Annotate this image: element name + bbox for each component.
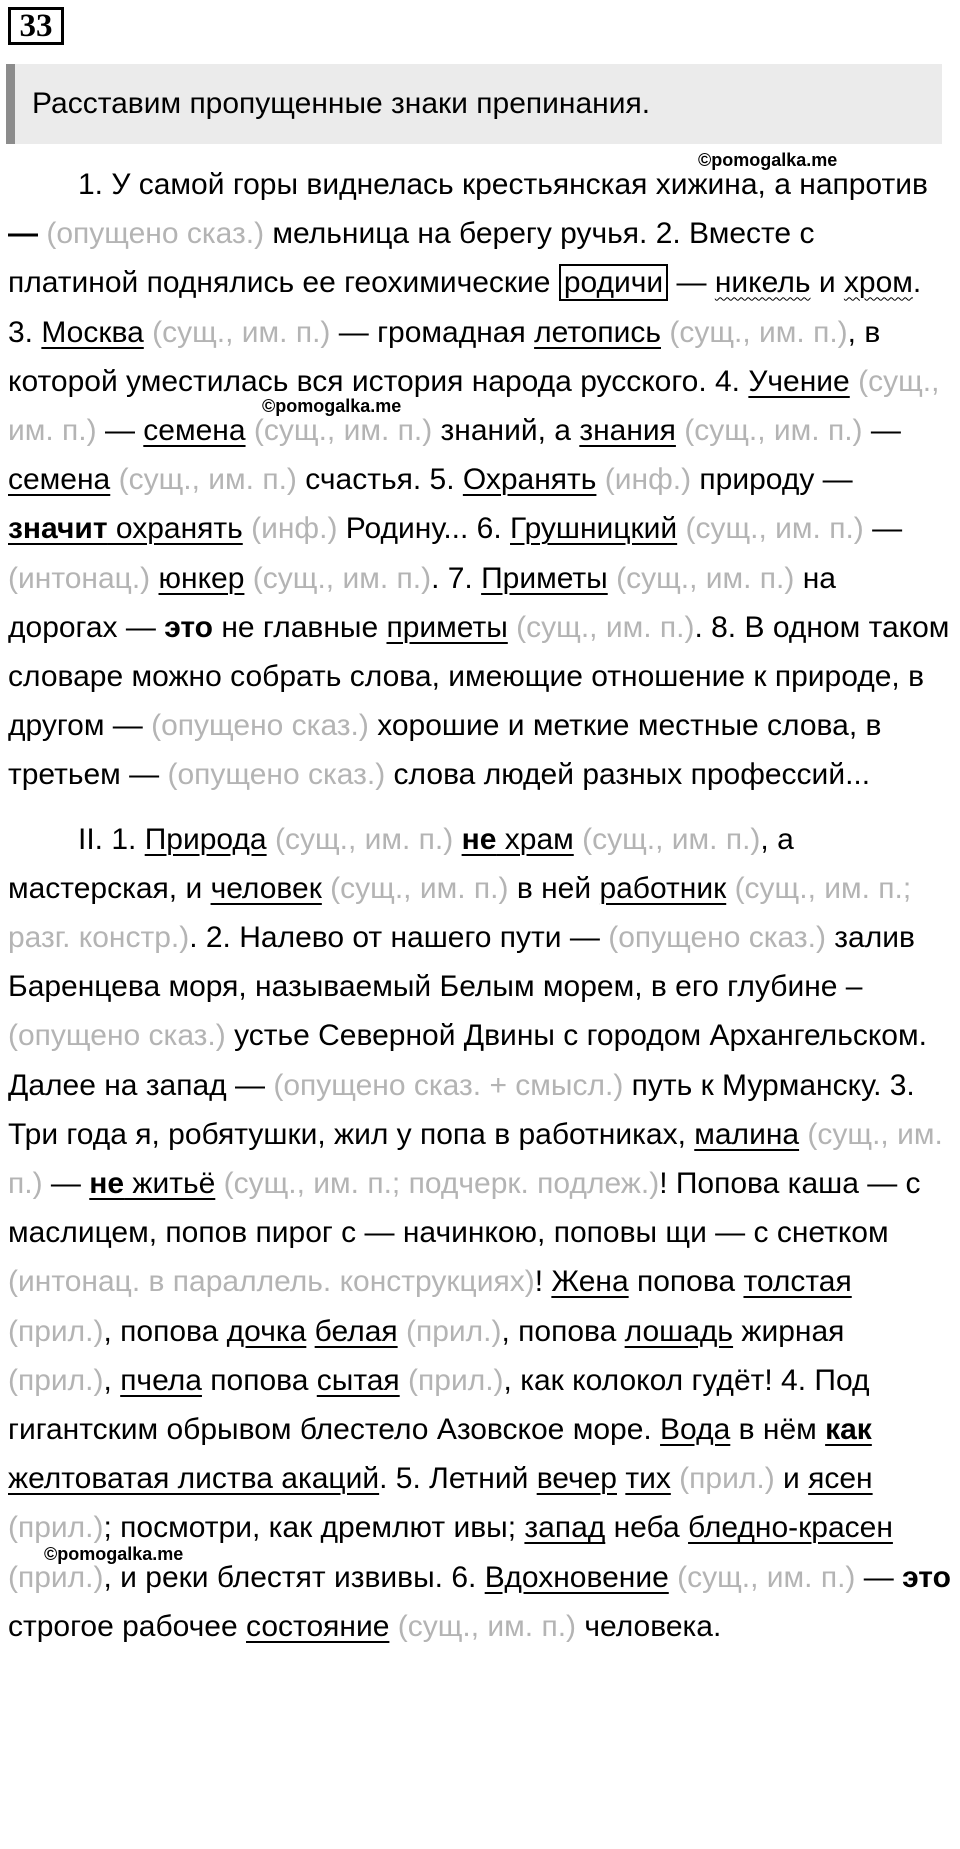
text-run (508, 611, 516, 644)
grammar-note: (сущ., им. п.; разг. констр.) (8, 871, 912, 955)
text-run: . 2. Налево от нашего пути — (189, 921, 609, 955)
grammar-note: (сущ., им. п.) (118, 463, 297, 497)
text-run: путь к Мурманску. 3. Три года я, робятушки, жил у попа в работниках, (8, 1068, 915, 1151)
grammar-note: (инф.) (251, 512, 338, 546)
text-run (850, 365, 858, 398)
grammar-note: (сущ., им. п.) (8, 1117, 943, 1201)
underlined-word: тих (625, 1462, 671, 1496)
text-run: залив Баренцева моря, называемый Белым морем, в его глубине – (8, 921, 915, 1004)
grammar-note: (сущ., им. п.) (685, 512, 864, 546)
paragraph-part-1 (8, 160, 953, 800)
text-run: человека. (576, 1609, 722, 1643)
text-run: строгое рабочее (8, 1609, 247, 1643)
text-run: , как колокол гудёт! 4. Под гигантским обрывом блестело Азовское море. (8, 1363, 870, 1447)
text-run (389, 1610, 397, 1643)
grammar-note: (инф.) (604, 463, 692, 497)
section-header: Расставим пропущенные знаки препинания. (6, 64, 942, 144)
grammar-note: (сущ., им. п.) (397, 1609, 577, 1643)
text-run (453, 823, 461, 856)
text-run: — громадная (330, 315, 535, 349)
text-run: и (774, 1462, 809, 1496)
underlined-word: вечер (536, 1462, 617, 1496)
text-run: II. 1. (78, 822, 145, 856)
text-run: — (668, 266, 715, 300)
grammar-note: (сущ., им. п.) (669, 315, 848, 349)
underlined-word: состояние (246, 1609, 390, 1643)
grammar-note: (прил.) (679, 1462, 775, 1496)
text-run: это (164, 610, 213, 644)
underlined-word: ясен (808, 1462, 873, 1496)
text-run (150, 562, 158, 595)
underlined-word: юнкер (158, 561, 245, 595)
underlined-word: не (461, 822, 497, 856)
watermark: ©pomogalka.me (44, 1544, 184, 1564)
underlined-word: Учение (748, 364, 850, 398)
underlined-word: Грушницкий (510, 512, 678, 546)
underlined-word: Вода (660, 1413, 731, 1447)
text-run: ! Попова каша — с маслицем, попов пирог с — начинкою, поповы щи — с снетком (8, 1167, 921, 1250)
grammar-note: (сущ., им. п.) (8, 364, 940, 448)
grammar-note: (прил.) (8, 1511, 104, 1545)
text-run (574, 823, 582, 856)
text-run: в ней (508, 871, 600, 905)
underlined-word: малина (694, 1117, 800, 1151)
underlined-word: охранять (107, 512, 243, 546)
underlined-word: храм (496, 822, 574, 856)
text-run: — (863, 512, 903, 546)
grammar-note: (сущ., им. п.) (274, 822, 454, 856)
text-run: . 8. В одном таком словаре можно собрать слова, имеющие отношение к природе, в другом — (8, 610, 950, 743)
underlined-word: пчела (120, 1363, 202, 1397)
grammar-note: (сущ., им. п.; подчерк. подлеж.) (223, 1167, 660, 1201)
text-run: попова (628, 1265, 744, 1299)
grammar-note: (прил.) (8, 1560, 104, 1594)
text-run: ! (534, 1265, 552, 1299)
underlined-word: дочка (226, 1314, 307, 1348)
text-run (306, 1315, 314, 1348)
text-run (676, 414, 684, 447)
text-run: — (96, 414, 144, 448)
text-run (669, 1561, 677, 1594)
text-run: слова людей разных профессий... (385, 758, 871, 792)
text-run (215, 1167, 223, 1200)
grammar-note: (сущ., им. п.) (253, 414, 433, 448)
grammar-note: (прил.) (8, 1314, 104, 1348)
grammar-note: (прил.) (8, 1363, 104, 1397)
text-run (608, 562, 616, 595)
underlined-word: сытая (316, 1363, 400, 1397)
text-run: знаний, а (432, 414, 580, 448)
text-run (243, 512, 251, 545)
text-run: на дорогах — (8, 561, 836, 644)
text-run (400, 1364, 408, 1397)
text-run: это (902, 1560, 951, 1594)
grammar-note: (сущ., им. п.) (152, 315, 331, 349)
exercise-text (8, 160, 953, 1651)
boxed-word: родичи (559, 264, 668, 301)
wavy-underlined-word: хром (843, 266, 913, 300)
underlined-word: Жена (551, 1265, 629, 1299)
underlined-word: знания (579, 414, 676, 448)
underlined-word: семена (8, 463, 111, 497)
text-run: устье Северной Двины с городом Архангельском. Далее на запад — (8, 1019, 927, 1102)
underlined-word: лошадь (624, 1314, 734, 1348)
watermark: ©pomogalka.me (698, 150, 838, 170)
underlined-word: Приметы (481, 561, 608, 595)
underlined-word: Вдохновение (484, 1560, 669, 1594)
underlined-word: бледно-красен (688, 1511, 893, 1545)
grammar-note: (опущено сказ.) (151, 709, 369, 743)
underlined-word: работник (599, 871, 727, 905)
text-run (267, 823, 275, 856)
text-run: и (810, 266, 844, 300)
underlined-word: Природа (144, 822, 267, 856)
text-run (110, 463, 118, 496)
grammar-note: (прил.) (405, 1314, 502, 1348)
text-run (726, 872, 734, 905)
text-run: — (855, 1560, 903, 1594)
text-run: счастья. 5. (296, 463, 463, 497)
underlined-word: не (89, 1167, 125, 1201)
text-run: , и реки блестят извивы. 6. (103, 1560, 485, 1594)
underlined-word: семена (143, 414, 246, 448)
underlined-word: Москва (41, 315, 144, 349)
text-run (246, 414, 254, 447)
text-run (144, 316, 152, 349)
underlined-word: Охранять (462, 463, 597, 497)
grammar-note: (опущено сказ.) (8, 1019, 226, 1053)
grammar-note: (сущ., им. п.) (677, 1560, 856, 1594)
grammar-note: (опущено сказ.) (167, 758, 386, 792)
text-run: Родину... 6. (337, 512, 511, 546)
underlined-word: белая (314, 1314, 398, 1348)
text-run (322, 872, 330, 905)
grammar-note: (опущено сказ. + смысл.) (273, 1068, 624, 1102)
text-run: в нём (730, 1413, 826, 1447)
text-run: 1. У самой горы виднелась крестьянская хижина, а напротив (78, 168, 928, 201)
text-run: жирная (733, 1314, 845, 1348)
grammar-note: (прил.) (408, 1363, 504, 1397)
grammar-note: (опущено сказ.) (608, 921, 826, 955)
text-run: , в которой уместилась вся история народа русского. 4. (8, 315, 881, 398)
text-run: , попова (103, 1314, 227, 1348)
underlined-word: житьё (124, 1167, 216, 1201)
text-run: . 3. (8, 266, 922, 349)
grammar-note: (сущ., им. п.) (684, 414, 863, 448)
grammar-note: (сущ., им. п.) (252, 561, 432, 595)
watermark: ©pomogalka.me (262, 396, 402, 416)
underlined-word: летопись (534, 315, 661, 349)
grammar-note: (опущено сказ.) (46, 217, 265, 251)
underlined-word: человек (210, 871, 322, 905)
text-run: , попова (501, 1314, 625, 1348)
grammar-note: (сущ., им. п.) (616, 561, 795, 595)
text-run (398, 1315, 406, 1348)
text-run (244, 562, 252, 595)
grammar-note: (сущ., им. п.) (330, 871, 509, 905)
text-run: ; посмотри, как дремлют ивы; (103, 1511, 525, 1545)
text-run: — (862, 414, 901, 448)
text-run: — (8, 217, 38, 251)
grammar-note: (сущ., им. п.) (516, 610, 695, 644)
text-run: не главные (213, 610, 387, 644)
underlined-word: как (825, 1413, 872, 1447)
text-run: . 7. (431, 561, 482, 595)
task-number: 33 (8, 7, 64, 45)
text-run: . 5. Летний (379, 1462, 537, 1496)
underlined-word: желтоватая листва акаций (8, 1462, 380, 1496)
wavy-underlined-word: никель (714, 266, 811, 300)
text-run: мельница на берегу ручья. 2. Вместе с платиной поднялись ее геохимические (8, 217, 815, 300)
text-run: , а мастерская, и (8, 822, 794, 905)
text-run: хорошие и меткие местные слова, в третьем — (8, 709, 882, 792)
underlined-word: запад (524, 1511, 606, 1545)
text-run: , (103, 1363, 121, 1397)
text-run (596, 463, 604, 496)
grammar-note: (интонац.) (8, 561, 151, 595)
underlined-word: приметы (386, 610, 508, 644)
paragraph-part-2 (8, 815, 953, 1651)
text-run (671, 1462, 679, 1495)
grammar-note: (интонац. в параллель. конструкциях) (8, 1265, 535, 1299)
text-run: попова (201, 1363, 317, 1397)
text-run: неба (605, 1511, 689, 1545)
grammar-note: (сущ., им. п.) (582, 822, 761, 856)
underlined-word: толстая (743, 1265, 852, 1299)
underlined-word: значит (8, 512, 108, 546)
text-run: природу — (691, 463, 853, 497)
text-run: — (42, 1167, 90, 1201)
